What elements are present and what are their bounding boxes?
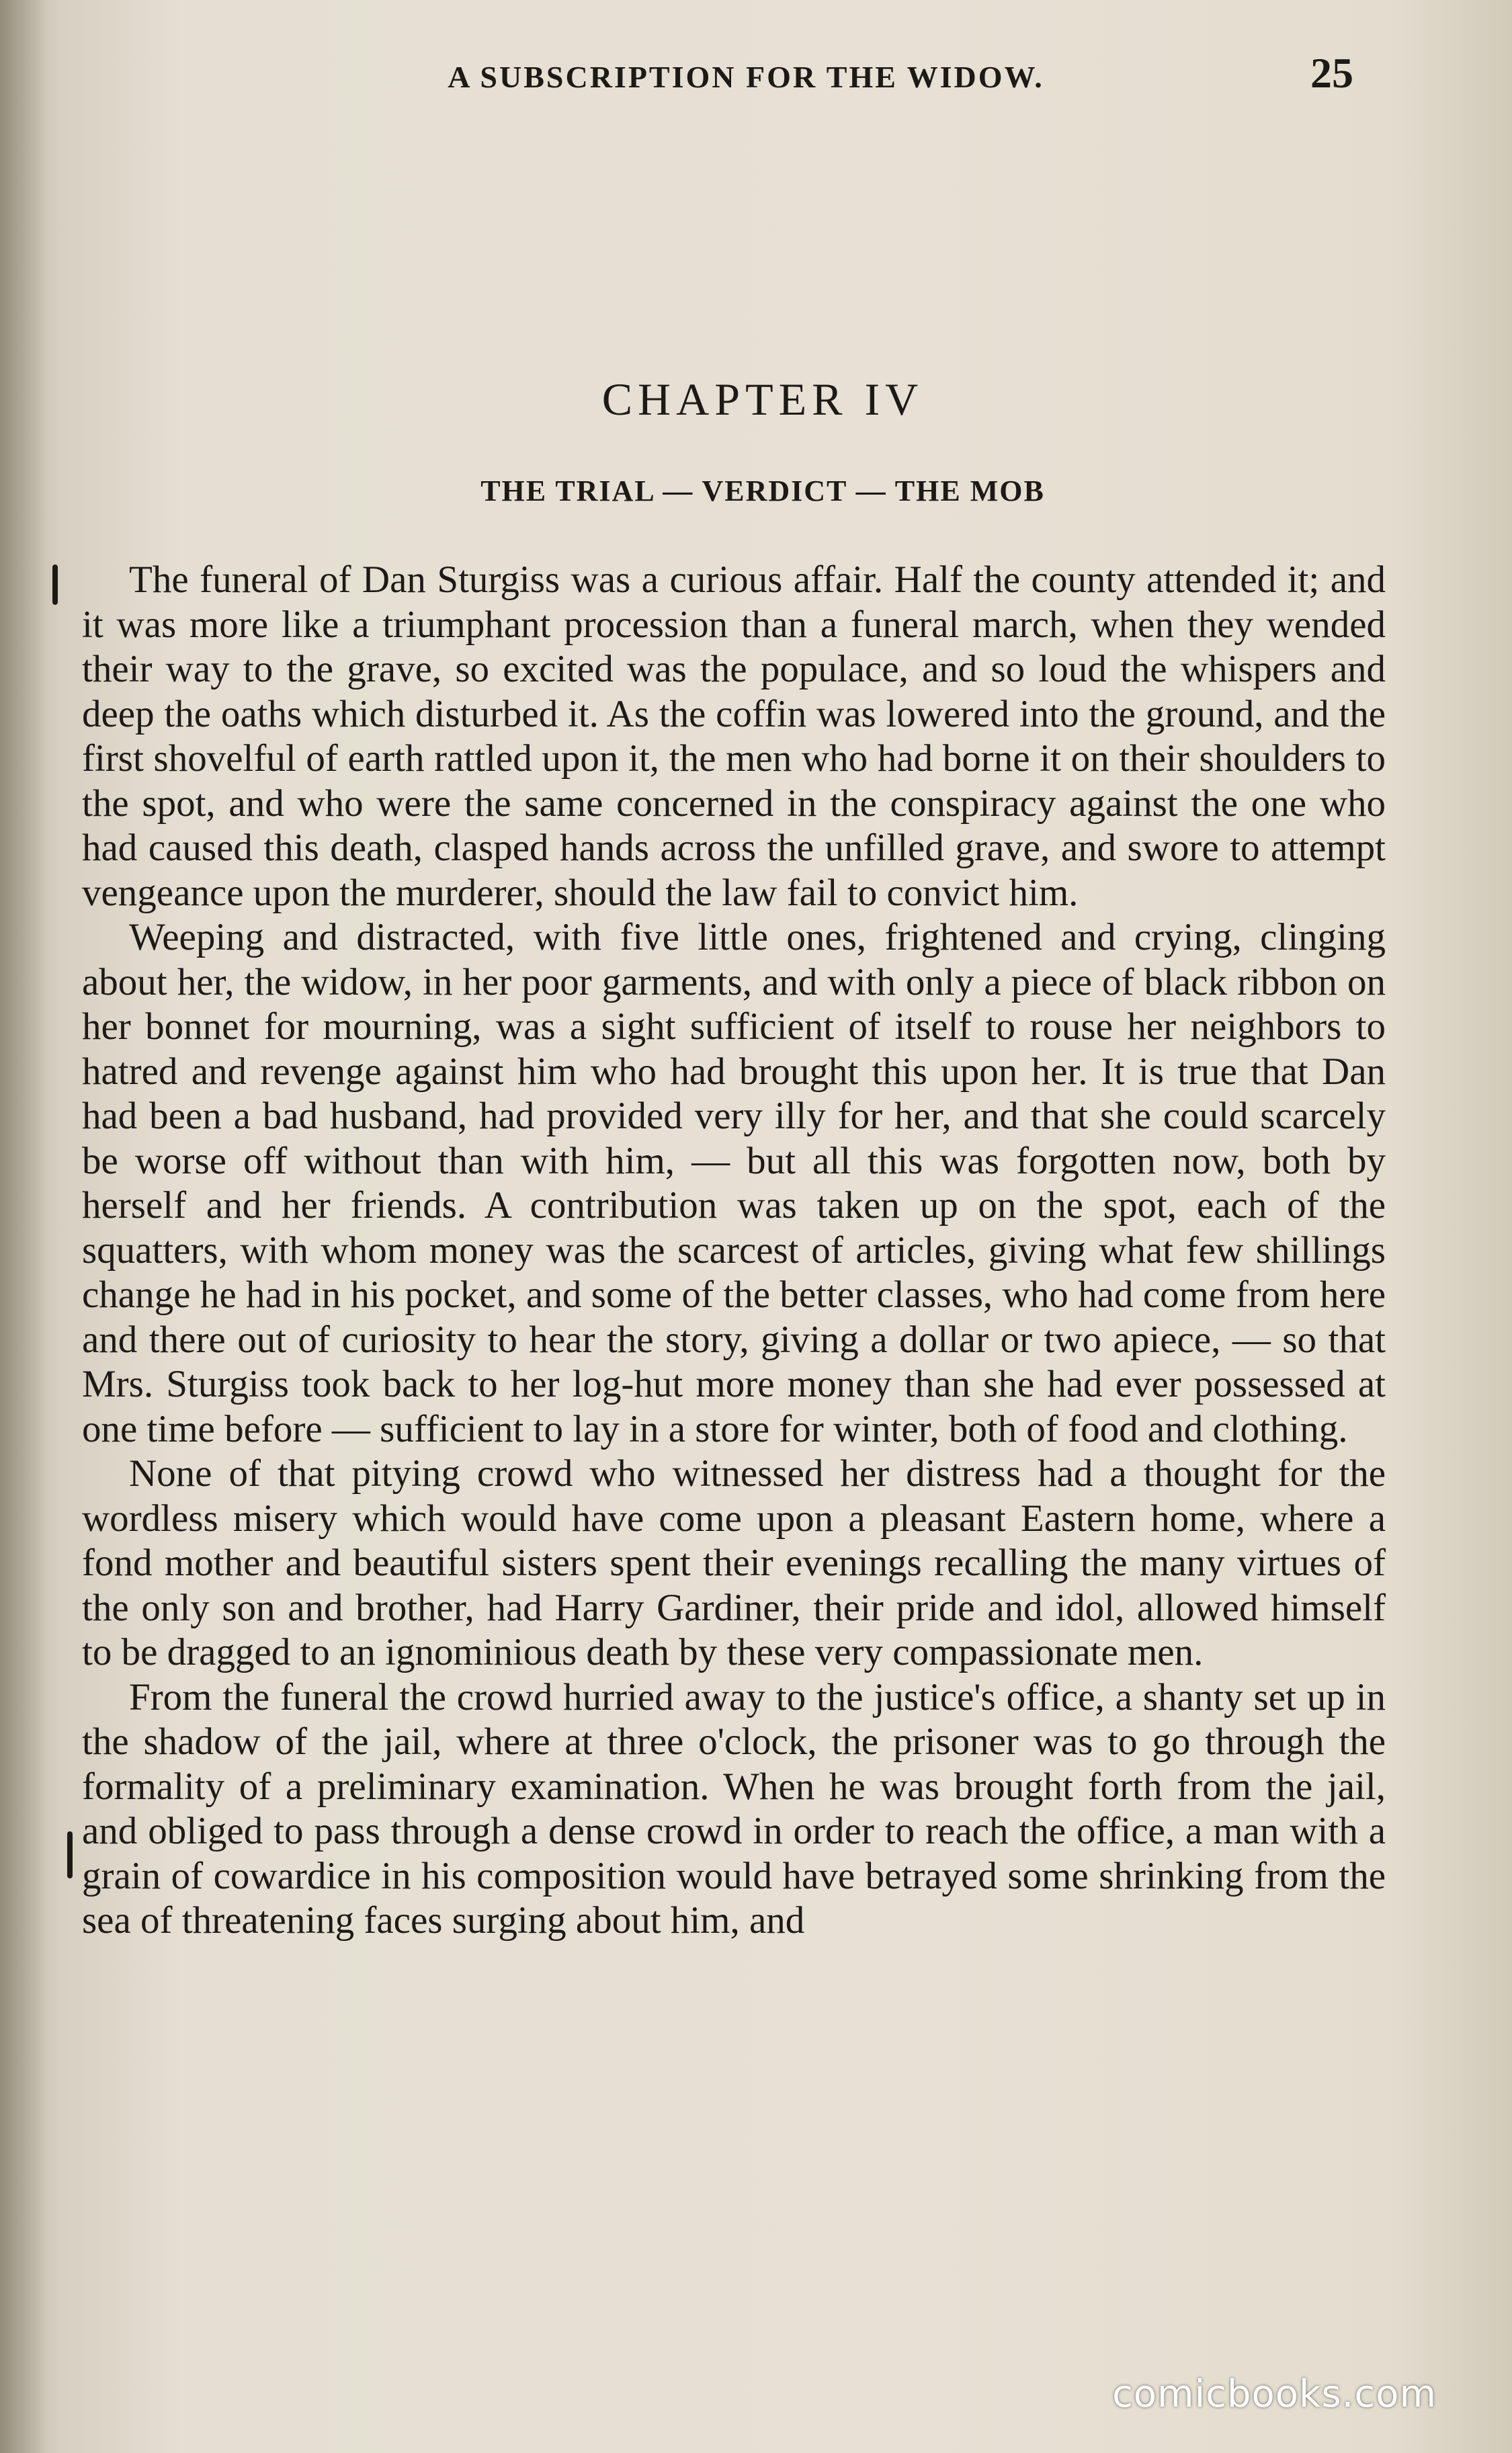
spine-shadow	[0, 0, 47, 2453]
margin-mark-lower	[67, 1831, 73, 1878]
running-head: A SUBSCRIPTION FOR THE WIDOW.	[448, 60, 1044, 94]
paragraph-3: None of that pitying crowd who witnessed her distress had a thought for the wordless misery which would have come upon a pleasant Eastern home, where a fond mother and beautiful sisters spent their evenings recalling the many virtues of the only son and brother, had Harry Gardiner, their pride and idol, allowed himself to be dragged to an ignominious death by these very compassionate men.	[82, 1452, 1386, 1673]
chapter-title: CHAPTER IV	[601, 374, 924, 425]
page-number: 25	[1310, 49, 1353, 97]
chapter-subtitle: THE TRIAL — VERDICT — THE MOB	[480, 474, 1045, 507]
paragraph-1: The funeral of Dan Sturgiss was a curious affair. Half the county attended it; and it was more like a triumphant procession than a funeral march, when they wended their way to the grave, so excited was the populace, and so loud the whispers and deep the oaths which disturbed it. As the coffin was lowered into the ground, and the first shovelful of earth rattled upon it, the men who had borne it on their shoulders to the spot, and who were the same concerned in the conspiracy against the one who had caused this death, clasped hands across the unfilled grave, and swore to attempt vengeance upon the murderer, should the law fail to convict him.	[82, 558, 1386, 914]
paragraph-2: Weeping and distracted, with five little ones, frightened and crying, clinging about her, the widow, in her poor garments, and with only a piece of black ribbon on her bonnet for mourning, was a sight sufficient of itself to rouse her neighbors to hatred and revenge against him who had brought this upon her. It is true that Dan had been a bad husband, had provided very illy for her, and that she could scarcely be worse off without than with him, — but all this was forgotten now, both by herself and her friends. A contribution was taken up on the spot, each of the squatters, with whom money was the scarcest of articles, giving what few shillings change he had in his pocket, and some of the better classes, who had come from here and there out of curiosity to hear the story, giving a dollar or two apiece, — so that Mrs. Sturgiss took back to her log-hut more money than she had ever possessed at one time before — sufficient to lay in a store for winter, both of food and clothing.	[82, 916, 1386, 1450]
paragraph-4: From the funeral the crowd hurried away to the justice's office, a shanty set up in the shadow of the jail, where at three o'clock, the prisoner was to go through the formality of a preliminary examination. When he was brought forth from the jail, and obliged to pass through a dense crowd in order to reach the office, a man with a grain of cowardice in his composition would have betrayed some shrinking from the sea of threatening faces surging about him, and	[82, 1675, 1386, 1942]
body-text	[82, 558, 1386, 1944]
margin-mark-top	[52, 565, 58, 605]
watermark-text: comicbooks.com	[1112, 2372, 1437, 2416]
